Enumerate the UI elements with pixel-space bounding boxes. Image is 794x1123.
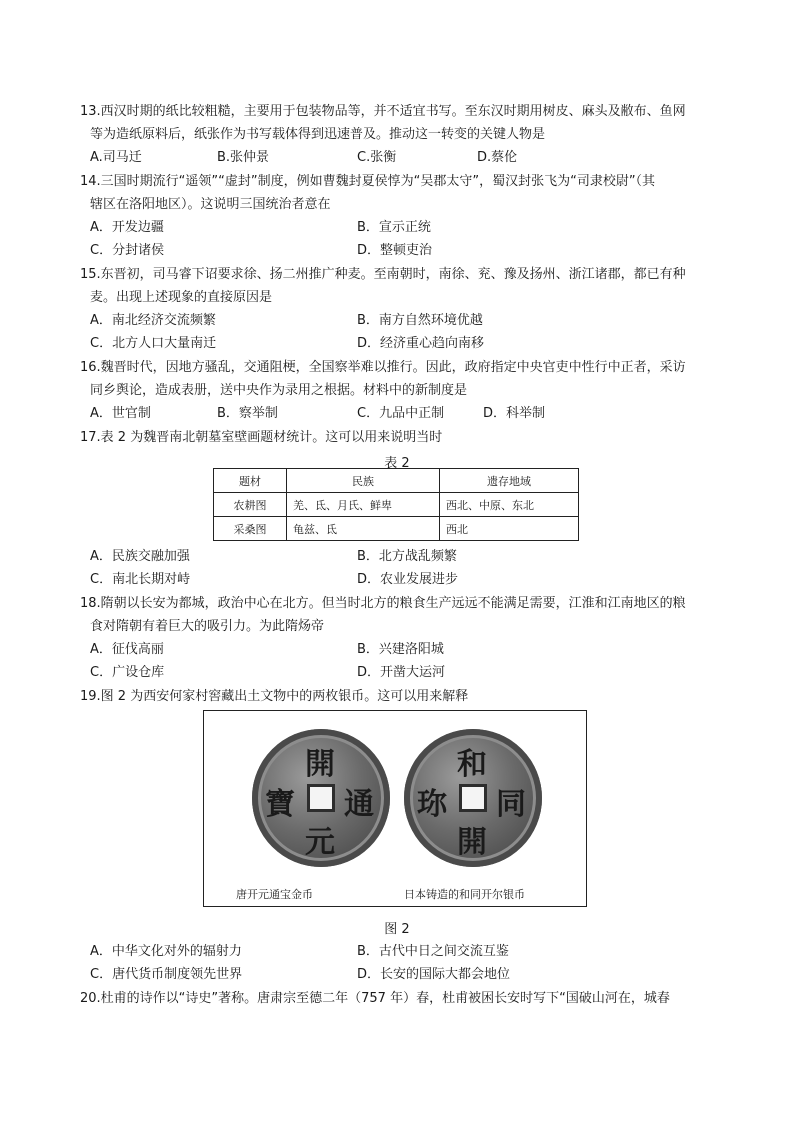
coin-character: 珎 xyxy=(417,787,447,822)
option-c[interactable]: C．分封诸侯 xyxy=(90,243,165,258)
coin-square-hole xyxy=(307,784,335,812)
option-a[interactable]: A．中华文化对外的辐射力 xyxy=(90,944,242,959)
question-stem: 14.三国时期流行“遥领”“虚封”制度，例如曹魏封夏侯惇为“吴郡太守”，蜀汉封张飞为“司隶校尉”（其 辖区在洛阳地区）。这说明三国统治者意在 xyxy=(80,174,656,212)
option-c[interactable]: C．九品中正制 xyxy=(357,406,445,421)
option-row xyxy=(90,638,730,661)
kaiyuan-tongbao-coin-image xyxy=(252,729,390,867)
question-17-options xyxy=(90,545,730,591)
question-stem: 20.杜甫的诗作以“诗史”著称。唐肃宗至德二年（757 年）春，杜甫被困长安时写下“国破山河在，城春 xyxy=(80,991,670,1006)
coin-character: 通 xyxy=(344,787,374,822)
option-c[interactable]: C．广设仓库 xyxy=(90,665,165,680)
question-stem: 16.魏晋时代，因地方骚乱，交通阻梗，全国察举难以推行。因此，政府指定中央官吏中性行中正者，采访 同乡舆论，造成表册，送中央作为录用之根据。材料中的新制度是 xyxy=(80,360,686,398)
question-13 xyxy=(80,100,730,169)
table-row xyxy=(214,517,579,541)
option-a[interactable]: A．征伐高丽 xyxy=(90,642,164,657)
option-a[interactable]: A．世官制 xyxy=(90,406,151,421)
option-row xyxy=(90,239,730,262)
option-d[interactable]: D．科举制 xyxy=(483,406,546,421)
coin-square-hole xyxy=(459,784,487,812)
option-a[interactable]: A．民族交融加强 xyxy=(90,549,190,564)
option-row xyxy=(90,309,730,332)
option-b[interactable]: B．北方战乱频繁 xyxy=(357,549,457,564)
option-b[interactable]: B．兴建洛阳城 xyxy=(357,642,444,657)
option-d[interactable]: D．整顿吏治 xyxy=(357,243,433,258)
option-c[interactable]: C．唐代货币制度领先世界 xyxy=(90,967,243,982)
option-c[interactable]: C．北方人口大量南迁 xyxy=(90,336,217,351)
option-d[interactable]: D.蔡伦 xyxy=(477,150,518,165)
table-header-cell: 题材 xyxy=(214,469,287,493)
option-row xyxy=(90,332,730,355)
coin-character: 同 xyxy=(496,787,526,822)
question-19-options xyxy=(90,940,730,986)
figure-2 xyxy=(203,710,587,907)
option-b[interactable]: B.张仲景 xyxy=(217,150,270,165)
option-d[interactable]: D．开凿大运河 xyxy=(357,665,446,680)
option-d[interactable]: D．经济重心趋向南移 xyxy=(357,336,485,351)
option-row xyxy=(90,216,730,239)
coin-character: 元 xyxy=(305,825,335,860)
option-row xyxy=(90,940,730,963)
table-2 xyxy=(213,468,579,541)
table-cell: 龟兹、氐 xyxy=(287,517,440,541)
table-header-cell: 遗存地域 xyxy=(440,469,579,493)
option-row xyxy=(90,545,730,568)
question-stem: 19.图 2 为西安何家村窖藏出土文物中的两枚银币。这可以用来解释 xyxy=(80,689,469,704)
table-cell: 西北、中原、东北 xyxy=(440,493,579,517)
option-a[interactable]: A．开发边疆 xyxy=(90,220,164,235)
option-row xyxy=(90,568,730,591)
question-18 xyxy=(80,592,730,684)
option-row xyxy=(90,146,730,169)
question-15 xyxy=(80,263,730,355)
wado-kaichin-coin-image xyxy=(404,729,542,867)
table-header-cell: 民族 xyxy=(287,469,440,493)
option-c[interactable]: C.张衡 xyxy=(357,150,397,165)
coin-character: 寶 xyxy=(265,787,295,822)
option-c[interactable]: C．南北长期对峙 xyxy=(90,572,191,587)
option-b[interactable]: B．南方自然环境优越 xyxy=(357,313,483,328)
question-stem: 13.西汉时期的纸比较粗糙，主要用于包装物品等，并不适宜书写。至东汉时期用树皮、麻头及敝布、鱼网 等为造纸原料后，纸张作为书写载体得到迅速普及。推动这一转变的关键人物是 xyxy=(80,104,686,142)
table-cell: 羌、氐、月氏、鲜卑 xyxy=(287,493,440,517)
coin-character: 開 xyxy=(305,747,335,782)
coin-character: 和 xyxy=(457,747,487,782)
table-cell: 采桑图 xyxy=(214,517,287,541)
table-title: 表 2 xyxy=(384,456,410,471)
option-row xyxy=(90,963,730,986)
coin-character: 開 xyxy=(457,825,487,860)
question-14 xyxy=(80,170,730,262)
question-stem: 18.隋朝以长安为都城，政治中心在北方。但当时北方的粮食生产远远不能满足需要，江淮和江南地区的粮 食对隋朝有着巨大的吸引力。为此隋炀帝 xyxy=(80,596,686,634)
table-cell: 西北 xyxy=(440,517,579,541)
question-16 xyxy=(80,356,730,425)
question-stem: 15.东晋初，司马睿下诏要求徐、扬二州推广种麦。至南朝时，南徐、兖、豫及扬州、浙江诸郡，都已有种 麦。出现上述现象的直接原因是 xyxy=(80,267,686,305)
question-stem: 17.表 2 为魏晋南北朝墓室壁画题材统计。这可以用来说明当时 xyxy=(80,430,443,445)
question-19 xyxy=(80,685,730,708)
option-d[interactable]: D．长安的国际大都会地位 xyxy=(357,967,511,982)
figure-caption: 图 2 xyxy=(384,922,410,937)
option-a[interactable]: A.司马迁 xyxy=(90,150,142,165)
option-b[interactable]: B．宣示正统 xyxy=(357,220,431,235)
table-header-row xyxy=(214,469,579,493)
option-b[interactable]: B．察举制 xyxy=(217,406,278,421)
table-cell: 农耕图 xyxy=(214,493,287,517)
option-row xyxy=(90,661,730,684)
question-20 xyxy=(80,987,730,1010)
coin-left-caption: 唐开元通宝金币 xyxy=(236,888,313,901)
option-d[interactable]: D．农业发展进步 xyxy=(357,572,459,587)
option-b[interactable]: B．古代中日之间交流互鉴 xyxy=(357,944,509,959)
option-row xyxy=(90,402,730,425)
table-row xyxy=(214,493,579,517)
coin-right-caption: 日本铸造的和同开尔银币 xyxy=(404,888,525,901)
question-17 xyxy=(80,426,730,449)
option-a[interactable]: A．南北经济交流频繁 xyxy=(90,313,216,328)
